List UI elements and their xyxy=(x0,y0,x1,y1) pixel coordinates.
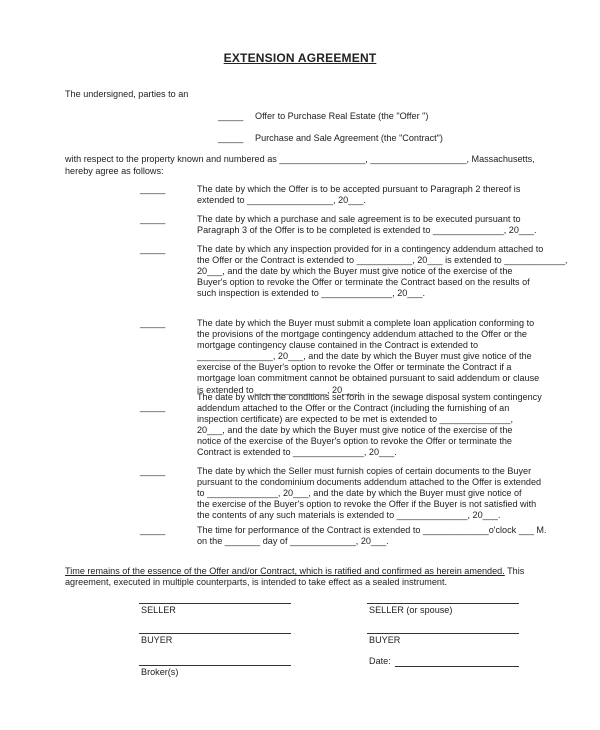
broker-signature-line[interactable] xyxy=(139,665,291,666)
offer-option-label: Offer to Purchase Real Estate (the "Offer ") xyxy=(255,111,429,121)
buyer-left-label: BUYER xyxy=(141,635,173,645)
item-5-blank[interactable]: _____ xyxy=(140,402,166,412)
item-2-text: The date by which a purchase and sale agreement is to be executed pursuant to Paragraph 3 of the Offer is to be completed is extended to ______________, 20___. xyxy=(197,214,537,236)
intro-text: The undersigned, parties to an xyxy=(65,89,189,99)
item-6-blank[interactable]: _____ xyxy=(140,466,166,476)
seller-spouse-signature-line[interactable] xyxy=(367,603,519,604)
item-4-text: The date by which the Buyer must submit a complete loan application conforming to the provisions of the mortgage contingency addendum attached to the Offer or the mortgage contingency clause contained in the Contract is extended to _______________, 20___, and the date by which the Buyer must give notice of the exercise of the Buyer's option to revoke the Offer or terminate the Contract if a mortgage loan commitment cannot be obtained pursuant to said addendum or clause is extended to ______________, 20___. xyxy=(197,318,540,395)
contract-option-blank[interactable]: _____ xyxy=(218,133,244,143)
date-label: Date: xyxy=(369,656,391,666)
buyer-right-signature-line[interactable] xyxy=(367,633,519,634)
agree-line: hereby agree as follows: xyxy=(65,166,164,176)
contract-option-label: Purchase and Sale Agreement (the "Contract") xyxy=(255,133,443,143)
item-3-blank[interactable]: _____ xyxy=(140,244,166,254)
date-line[interactable] xyxy=(395,666,519,667)
seller-label: SELLER xyxy=(141,605,176,615)
item-7-text: The time for performance of the Contract is extended to _____________o'clock ___ M. on the _______ day of _____________, 20___. xyxy=(197,525,547,547)
property-line: with respect to the property known and numbered as _________________, ___________________, Massachusetts, xyxy=(65,154,535,164)
item-6-text: The date by which the Seller must furnish copies of certain documents to the Buyer pursuant to the condominium documents addendum attached to the Offer is extended to ______________, 20___, and the date by which the Buyer must give notice of the exercise of the Buyer's option to revoke the Offer if the Buyer is not satisfied with the contents of any such materials is extended to ______________, 20___. xyxy=(197,466,542,521)
item-4-blank[interactable]: _____ xyxy=(140,318,166,328)
item-1-text: The date by which the Offer is to be accepted pursuant to Paragraph 2 thereof is extended to _________________, 20___. xyxy=(197,184,521,206)
essence-line-2: agreement, executed in multiple counterparts, is intended to take effect as a sealed instrument. xyxy=(65,577,447,587)
item-7-blank[interactable]: _____ xyxy=(140,525,166,535)
item-2-blank[interactable]: _____ xyxy=(140,214,166,224)
essence-line-1: Time remains of the essence of the Offer and/or Contract, which is ratified and confirmed as herein amended. This xyxy=(65,566,525,576)
brokers-label: Broker(s) xyxy=(141,667,179,677)
item-1-blank[interactable]: _____ xyxy=(140,184,166,194)
buyer-right-label: BUYER xyxy=(369,635,401,645)
seller-spouse-label: SELLER (or spouse) xyxy=(369,605,453,615)
buyer-left-signature-line[interactable] xyxy=(139,633,291,634)
item-5-text: The date by which the conditions set forth in the sewage disposal system contingency addendum attached to the Offer or the Contract (including the furnishing of an inspection certificate) are expected to be met is extended to ______________, 20___, and the date by which the Buyer must give notice of the exercise of the notice of the exercise of the Buyer's option to revoke the Offer or terminate the Contract is extended to ______________, 20___. xyxy=(197,392,542,458)
item-3-text: The date by which any inspection provided for in a contingency addendum attached to the Offer or the Contract is extended to ___________, 20___ is extended to ____________, 20___, and the date by which the Buyer must give notice of the exercise of the Buyer's option to revoke the Offer or terminate the Contract based on the results of such inspection is extended to ______________, 20___. xyxy=(197,244,568,299)
offer-option-blank[interactable]: _____ xyxy=(218,111,244,121)
seller-signature-line[interactable] xyxy=(139,603,291,604)
page-title: EXTENSION AGREEMENT xyxy=(223,51,377,65)
